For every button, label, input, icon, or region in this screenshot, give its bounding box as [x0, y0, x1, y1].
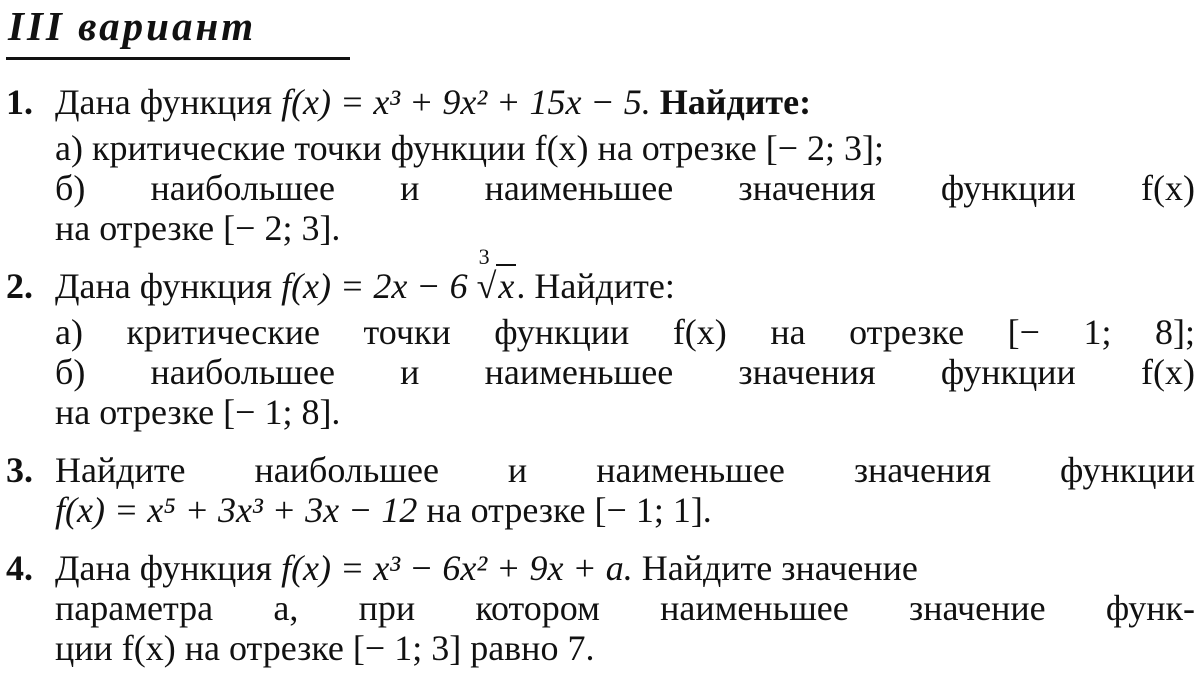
problem-1-part-b-line2: на отрезке [− 2; 3].: [55, 208, 341, 248]
page-title: III вариант: [8, 3, 257, 49]
problem-2-part-b-line2: на отрезке [− 1; 8].: [55, 392, 341, 432]
problem-2-number: 2.: [6, 266, 33, 306]
problem-1-part-a-text: а) критические точки функции f(x) на отрезке [− 2; 3];: [55, 128, 884, 168]
cube-root-index: 3: [478, 244, 490, 269]
problem-2-part-b-line1: б) наибольшее и наименьшее значения функции f(x): [55, 352, 1195, 392]
problem-3-func: f(x) = x⁵ + 3x³ + 3x − 12: [55, 490, 418, 530]
problem-3-line1: Найдите наибольшее и наименьшее значения функции: [55, 450, 1195, 490]
problem-1-statement: [55, 82, 1195, 122]
problem-2-ask: . Найдите:: [516, 266, 675, 306]
problem-4-number: 4.: [6, 548, 33, 588]
problem-4-func: f(x) = x³ − 6x² + 9x + a.: [281, 548, 633, 588]
problem-2-intro: Дана функция: [55, 266, 273, 306]
problem-1-part-a: [55, 128, 1195, 168]
problem-1-part-b-line1: б) наибольшее и наименьшее значения функции f(x): [55, 168, 1195, 208]
problem-1-ask: Найдите:: [659, 82, 812, 122]
problem-3-number: 3.: [6, 450, 33, 490]
problem-4-line3: ции f(x) на отрезке [− 1; 3] равно 7.: [55, 628, 595, 668]
problem-1-number: 1.: [6, 82, 33, 122]
problem-4-line2: параметра a, при котором наименьшее значение функ-: [55, 588, 1195, 628]
radical-sign: √: [476, 266, 497, 306]
problem-1-intro: Дана функция: [55, 82, 273, 122]
title-underline: [6, 57, 350, 60]
problem-2-part-a: а) критические точки функции f(x) на отрезке [− 1; 8];: [55, 312, 1195, 352]
cube-root-argument: x: [498, 266, 515, 306]
problem-2-statement: [55, 244, 675, 306]
problem-1-func-rhs: = x³ + 9x² + 15x − 5.: [340, 82, 651, 122]
problem-4-ask: Найдите значение: [641, 548, 918, 588]
problem-1-func-lhs: f(x): [281, 82, 332, 122]
problem-2-func-lhs: f(x): [281, 266, 332, 306]
cube-root: [476, 244, 517, 306]
problem-2-func-rhs: = 2x − 6: [340, 266, 468, 306]
problem-3-line2: [55, 490, 712, 530]
problem-4-line1: [55, 548, 1195, 588]
problem-4-intro: Дана функция: [55, 548, 273, 588]
problem-3-interval: на отрезке [− 1; 1].: [426, 490, 712, 530]
